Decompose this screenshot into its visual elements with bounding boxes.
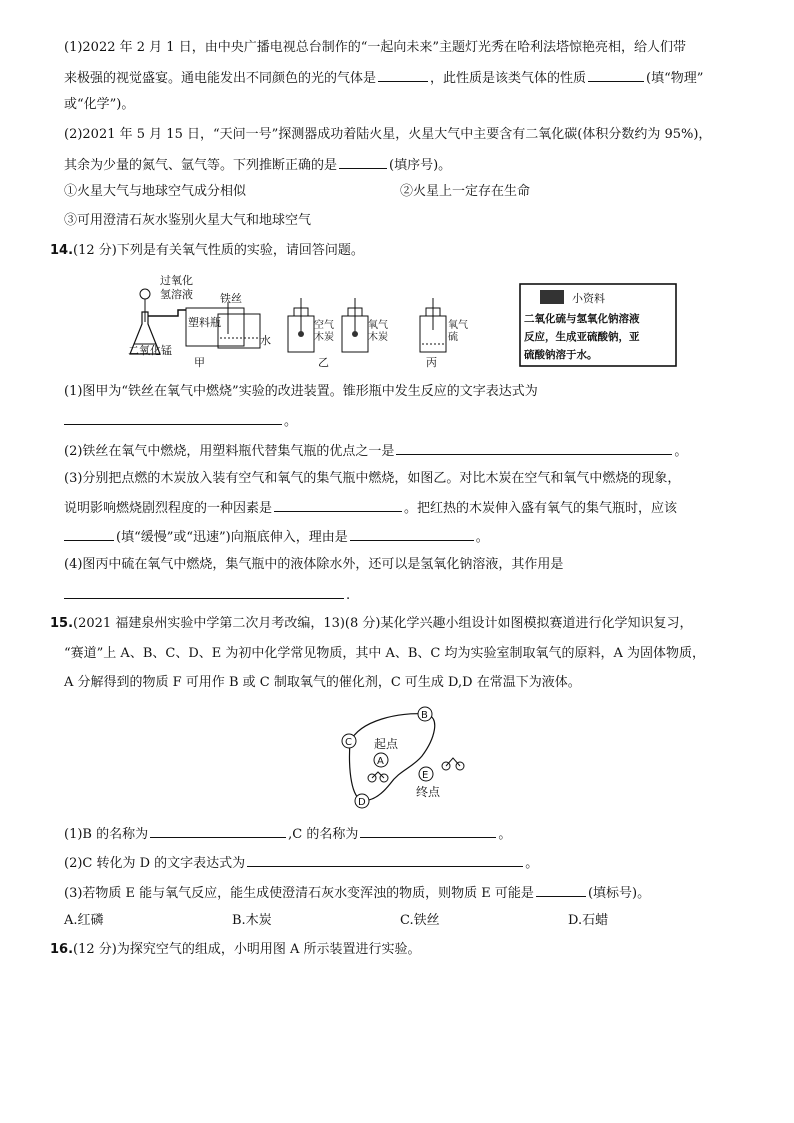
label-end: 终点 <box>416 785 441 799</box>
q15-part2-text: (2)C 转化为 D 的文字表达式为 <box>64 856 246 871</box>
q15-option-c: C.铁丝 <box>400 913 440 928</box>
answer-blank[interactable] <box>339 154 387 169</box>
q13-part1-line1: (1)2022 年 2 月 1 日，由中央广播电视总台制作的“一起向未来”主题灯光秀在哈利法塔惊艳亮相，给人们带 <box>64 40 686 55</box>
label-start: 起点 <box>374 737 399 751</box>
q13-part1-text-b: ，此性质是该类气体的性质 <box>430 71 587 86</box>
label-charcoal: 木炭 <box>314 332 334 343</box>
q13-part1-text-c: (填“物理” <box>646 71 704 86</box>
answer-blank[interactable] <box>150 823 286 838</box>
q13-part2-text-b: (填序号)。 <box>389 158 452 173</box>
q14-part4-line1: (4)图丙中硫在氧气中燃烧，集气瓶中的液体除水外，还可以是氢氧化钠溶液，其作用是 <box>64 557 564 572</box>
q14-part3-line2 <box>64 497 754 519</box>
answer-blank[interactable] <box>247 852 523 867</box>
q15-part3-text-b: (填标号)。 <box>587 886 651 901</box>
q13-part2-line2 <box>64 154 754 176</box>
answer-blank[interactable] <box>360 823 496 838</box>
q13-option-2: ②火星上一定存在生命 <box>400 184 531 199</box>
answer-blank[interactable] <box>64 526 114 541</box>
node-e: E <box>422 770 429 781</box>
label-yi: 乙 <box>318 356 329 369</box>
q14-part3-line1: (3)分别把点燃的木炭放入装有空气和氧气的集气瓶中燃烧，如图乙。对比木炭在空气和氧气中燃烧的现象， <box>64 471 681 486</box>
info-line-2: 反应，生成亚硫酸钠，亚 <box>524 331 640 343</box>
q13-part2-text-a: 其余为少量的氮气、氩气等。下列推断正确的是 <box>64 158 338 173</box>
q15-part1-text-a: (1)B 的名称为 <box>64 827 149 842</box>
answer-blank[interactable] <box>64 584 344 599</box>
q15-part3-text-a: (3)若物质 E 能与氧气反应，能生成使澄清石灰水变浑浊的物质，则物质 E 可能是 <box>64 886 534 901</box>
q14-stem-text: (12 分)下列是有关氧气性质的实验，请回答问题。 <box>73 243 364 258</box>
q14-part4-line2 <box>64 584 754 606</box>
q15-part2 <box>64 852 754 874</box>
question-number: 14. <box>50 243 74 258</box>
q15-option-d: D.石蜡 <box>568 913 609 928</box>
label-air: 空气 <box>314 320 334 331</box>
label-oxygen-2: 氧气 <box>448 320 468 331</box>
q15-race-track-figure <box>330 700 480 818</box>
answer-blank[interactable] <box>588 67 644 82</box>
q13-part1-text-a: 来极强的视觉盛宴。通电能发出不同颜色的光的气体是 <box>64 71 377 86</box>
q13-part1-line3: 或“化学”)。 <box>64 97 135 112</box>
book-icon <box>540 290 564 304</box>
q15-part1-end: 。 <box>498 827 512 842</box>
q14-part2-text: (2)铁丝在氧气中燃烧，用塑料瓶代替集气瓶的优点之一是 <box>64 444 395 459</box>
q13-part2-line1: (2)2021 年 5 月 15 日，“天问一号”探测器成功着陆火星，火星大气中主要含有二氧化碳(体积分数约为 95%)， <box>64 127 712 142</box>
q15-part1-text-b: ,C 的名称为 <box>288 827 359 842</box>
q14-part3-text-b: 。把红热的木炭伸入盛有氧气的集气瓶时，应该 <box>404 501 678 516</box>
q15-option-b: B.木炭 <box>232 913 272 928</box>
label-iron: 铁丝 <box>220 292 242 305</box>
label-mno2: 二氧化锰 <box>128 344 172 357</box>
q15-stem-line1 <box>50 614 754 634</box>
q15-part3 <box>64 882 754 904</box>
question-number: 15. <box>50 616 74 631</box>
answer-blank[interactable] <box>64 410 282 425</box>
q13-option-1: ①火星大气与地球空气成分相似 <box>64 184 247 199</box>
label-h2o2: 过氧化 <box>160 274 193 287</box>
q14-part1-line2 <box>64 410 754 432</box>
q14-part2 <box>64 440 754 462</box>
label-plastic-bottle: 塑料瓶 <box>188 316 221 329</box>
q14-part3-line3 <box>64 526 754 548</box>
label-sulfur: 硫 <box>448 332 458 343</box>
q14-part1-end: 。 <box>284 414 298 429</box>
q14-part4-end: . <box>346 588 351 603</box>
q13-part1-line2 <box>64 67 754 89</box>
q15-part1 <box>64 823 754 845</box>
info-box <box>520 284 676 366</box>
label-oxygen: 氧气 <box>368 320 388 331</box>
q14-part1-line1: (1)图甲为“铁丝在氧气中燃烧”实验的改进装置。锥形瓶中发生反应的文字表达式为 <box>64 384 538 399</box>
answer-blank[interactable] <box>274 497 402 512</box>
answer-blank[interactable] <box>378 67 428 82</box>
answer-blank[interactable] <box>396 440 672 455</box>
q15-part2-end: 。 <box>525 856 539 871</box>
info-line-1: 二氧化硫与氢氧化钠溶液 <box>524 313 640 325</box>
apparatus-bing <box>420 298 468 369</box>
label-h2o2-b: 氢溶液 <box>160 288 193 301</box>
label-water: 水 <box>260 334 271 347</box>
label-jia: 甲 <box>194 356 205 369</box>
question-number: 16. <box>50 942 74 957</box>
node-a: A <box>377 756 384 767</box>
label-charcoal-2: 木炭 <box>368 332 388 343</box>
answer-blank[interactable] <box>536 882 586 897</box>
q14-part2-end: 。 <box>674 444 688 459</box>
apparatus-yi <box>288 298 388 369</box>
q14-part3-text-c: (填“缓慢”或“迅速”)向瓶底伸入，理由是 <box>116 530 348 545</box>
node-b: B <box>421 710 428 721</box>
q14-part3-end: 。 <box>475 530 489 545</box>
node-c: C <box>345 737 352 748</box>
q14-figure <box>120 272 680 372</box>
apparatus-jia <box>128 273 271 369</box>
q15-stem-text: (2021 福建泉州实验中学第二次月考改编，13)(8 分)某化学兴趣小组设计如图模拟赛道进行化学知识复习， <box>73 616 693 631</box>
q16-stem-text: (12 分)为探究空气的组成，小明用图 A 所示装置进行实验。 <box>73 942 421 957</box>
q15-option-a: A.红磷 <box>64 913 104 928</box>
q14-stem <box>50 241 754 261</box>
info-title: 小资料 <box>572 292 605 305</box>
info-line-3: 硫酸钠溶于水。 <box>524 349 598 361</box>
label-bing: 丙 <box>426 356 437 369</box>
q16-stem <box>50 940 754 960</box>
q13-option-3: ③可用澄清石灰水鉴别火星大气和地球空气 <box>64 213 312 228</box>
node-d: D <box>358 797 366 808</box>
q14-part3-text-a: 说明影响燃烧剧烈程度的一种因素是 <box>64 501 273 516</box>
q15-stem-line3: A 分解得到的物质 F 可用作 B 或 C 制取氧气的催化剂，C 可生成 D,D 在常温下为液体。 <box>64 675 581 690</box>
bicycle-icon <box>442 758 464 770</box>
answer-blank[interactable] <box>350 526 474 541</box>
bicycle-icon <box>368 772 388 782</box>
q15-stem-line2: “赛道”上 A、B、C、D、E 为初中化学常见物质，其中 A、B、C 均为实验室制取氧气的原料，A 为固体物质， <box>64 646 706 661</box>
